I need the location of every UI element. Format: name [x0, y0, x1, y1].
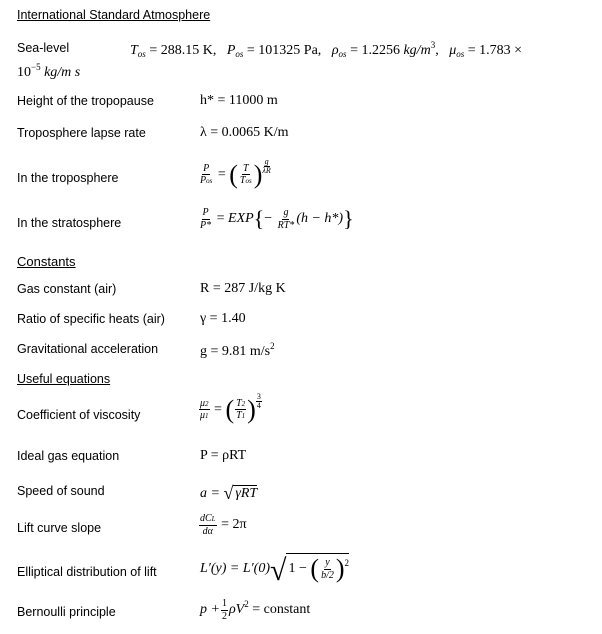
lapse-label: Troposphere lapse rate [17, 126, 146, 140]
equations-heading: Useful equations [17, 372, 111, 386]
gas-constant-value: R = 287 J/kg K [200, 281, 286, 296]
troposphere-formula: $\frac{P}{\text{Pos}}$ = ( $\frac{T}{\text{Tos}}$ ) $\frac{g}{\lambda R}$ [200, 157, 271, 189]
sea-level-values: $T_{os} = 288.15$ K, $P_{os} = 101325$ Pa, $\rho_{os} = 1.2256$ $kg/m^3$, $\mu_{os} = 1.783$ × [130, 40, 523, 59]
elliptical-label: Elliptical distribution of lift [17, 565, 157, 579]
ideal-gas-value: P = ρRT [200, 448, 247, 463]
sound-formula: a = √ γRT [200, 483, 258, 503]
sea-level-viscosity-cont: $10^{-5}$ kg/m s [17, 62, 81, 80]
sound-label: Speed of sound [17, 484, 105, 498]
tropopause-label: Height of the tropopause [17, 94, 154, 108]
bernoulli-formula: p + $\frac{1}{2}$ $\rho V^2$ = constant [200, 598, 311, 622]
specific-heats-label: Ratio of specific heats (air) [17, 312, 165, 326]
sea-level-label: Sea-level [17, 41, 70, 55]
troposphere-label: In the troposphere [17, 171, 119, 185]
gravity-label: Gravitational acceleration [17, 342, 159, 356]
page-title: International Standard Atmosphere [17, 8, 211, 22]
stratosphere-label: In the stratosphere [17, 216, 122, 230]
specific-heats-value: γ = 1.40 [200, 311, 246, 326]
lapse-value: λ = 0.0065 K/m [200, 125, 289, 140]
ideal-gas-label: Ideal gas equation [17, 449, 120, 463]
constants-heading: Constants [17, 254, 76, 269]
tropopause-value: h* = 11000 m [200, 93, 278, 108]
bernoulli-label: Bernoulli principle [17, 605, 116, 619]
elliptical-formula: L′(y) = L′(0)√ 1 − ( $\frac{y}{b/2}$ )$^2$ [200, 554, 350, 588]
viscosity-label: Coefficient of viscosity [17, 408, 141, 422]
lift-slope-formula: $\frac{\text{dCL}}{d\alpha}$ = 2π [200, 513, 247, 537]
gas-constant-label: Gas constant (air) [17, 282, 117, 296]
stratosphere-formula: $\frac{P}{P*}$ = EXP{− $\frac{g}{RT*}$ (h − h*)} [200, 206, 354, 231]
gravity-value: g = 9.81 $m/s^2$ [200, 341, 275, 359]
lift-slope-label: Lift curve slope [17, 521, 102, 535]
viscosity-formula: $\frac{\mu 2}{\mu 1}$ = ( $\frac{T2}{T1}$ ) $\frac{3}{4}$ [200, 392, 261, 424]
